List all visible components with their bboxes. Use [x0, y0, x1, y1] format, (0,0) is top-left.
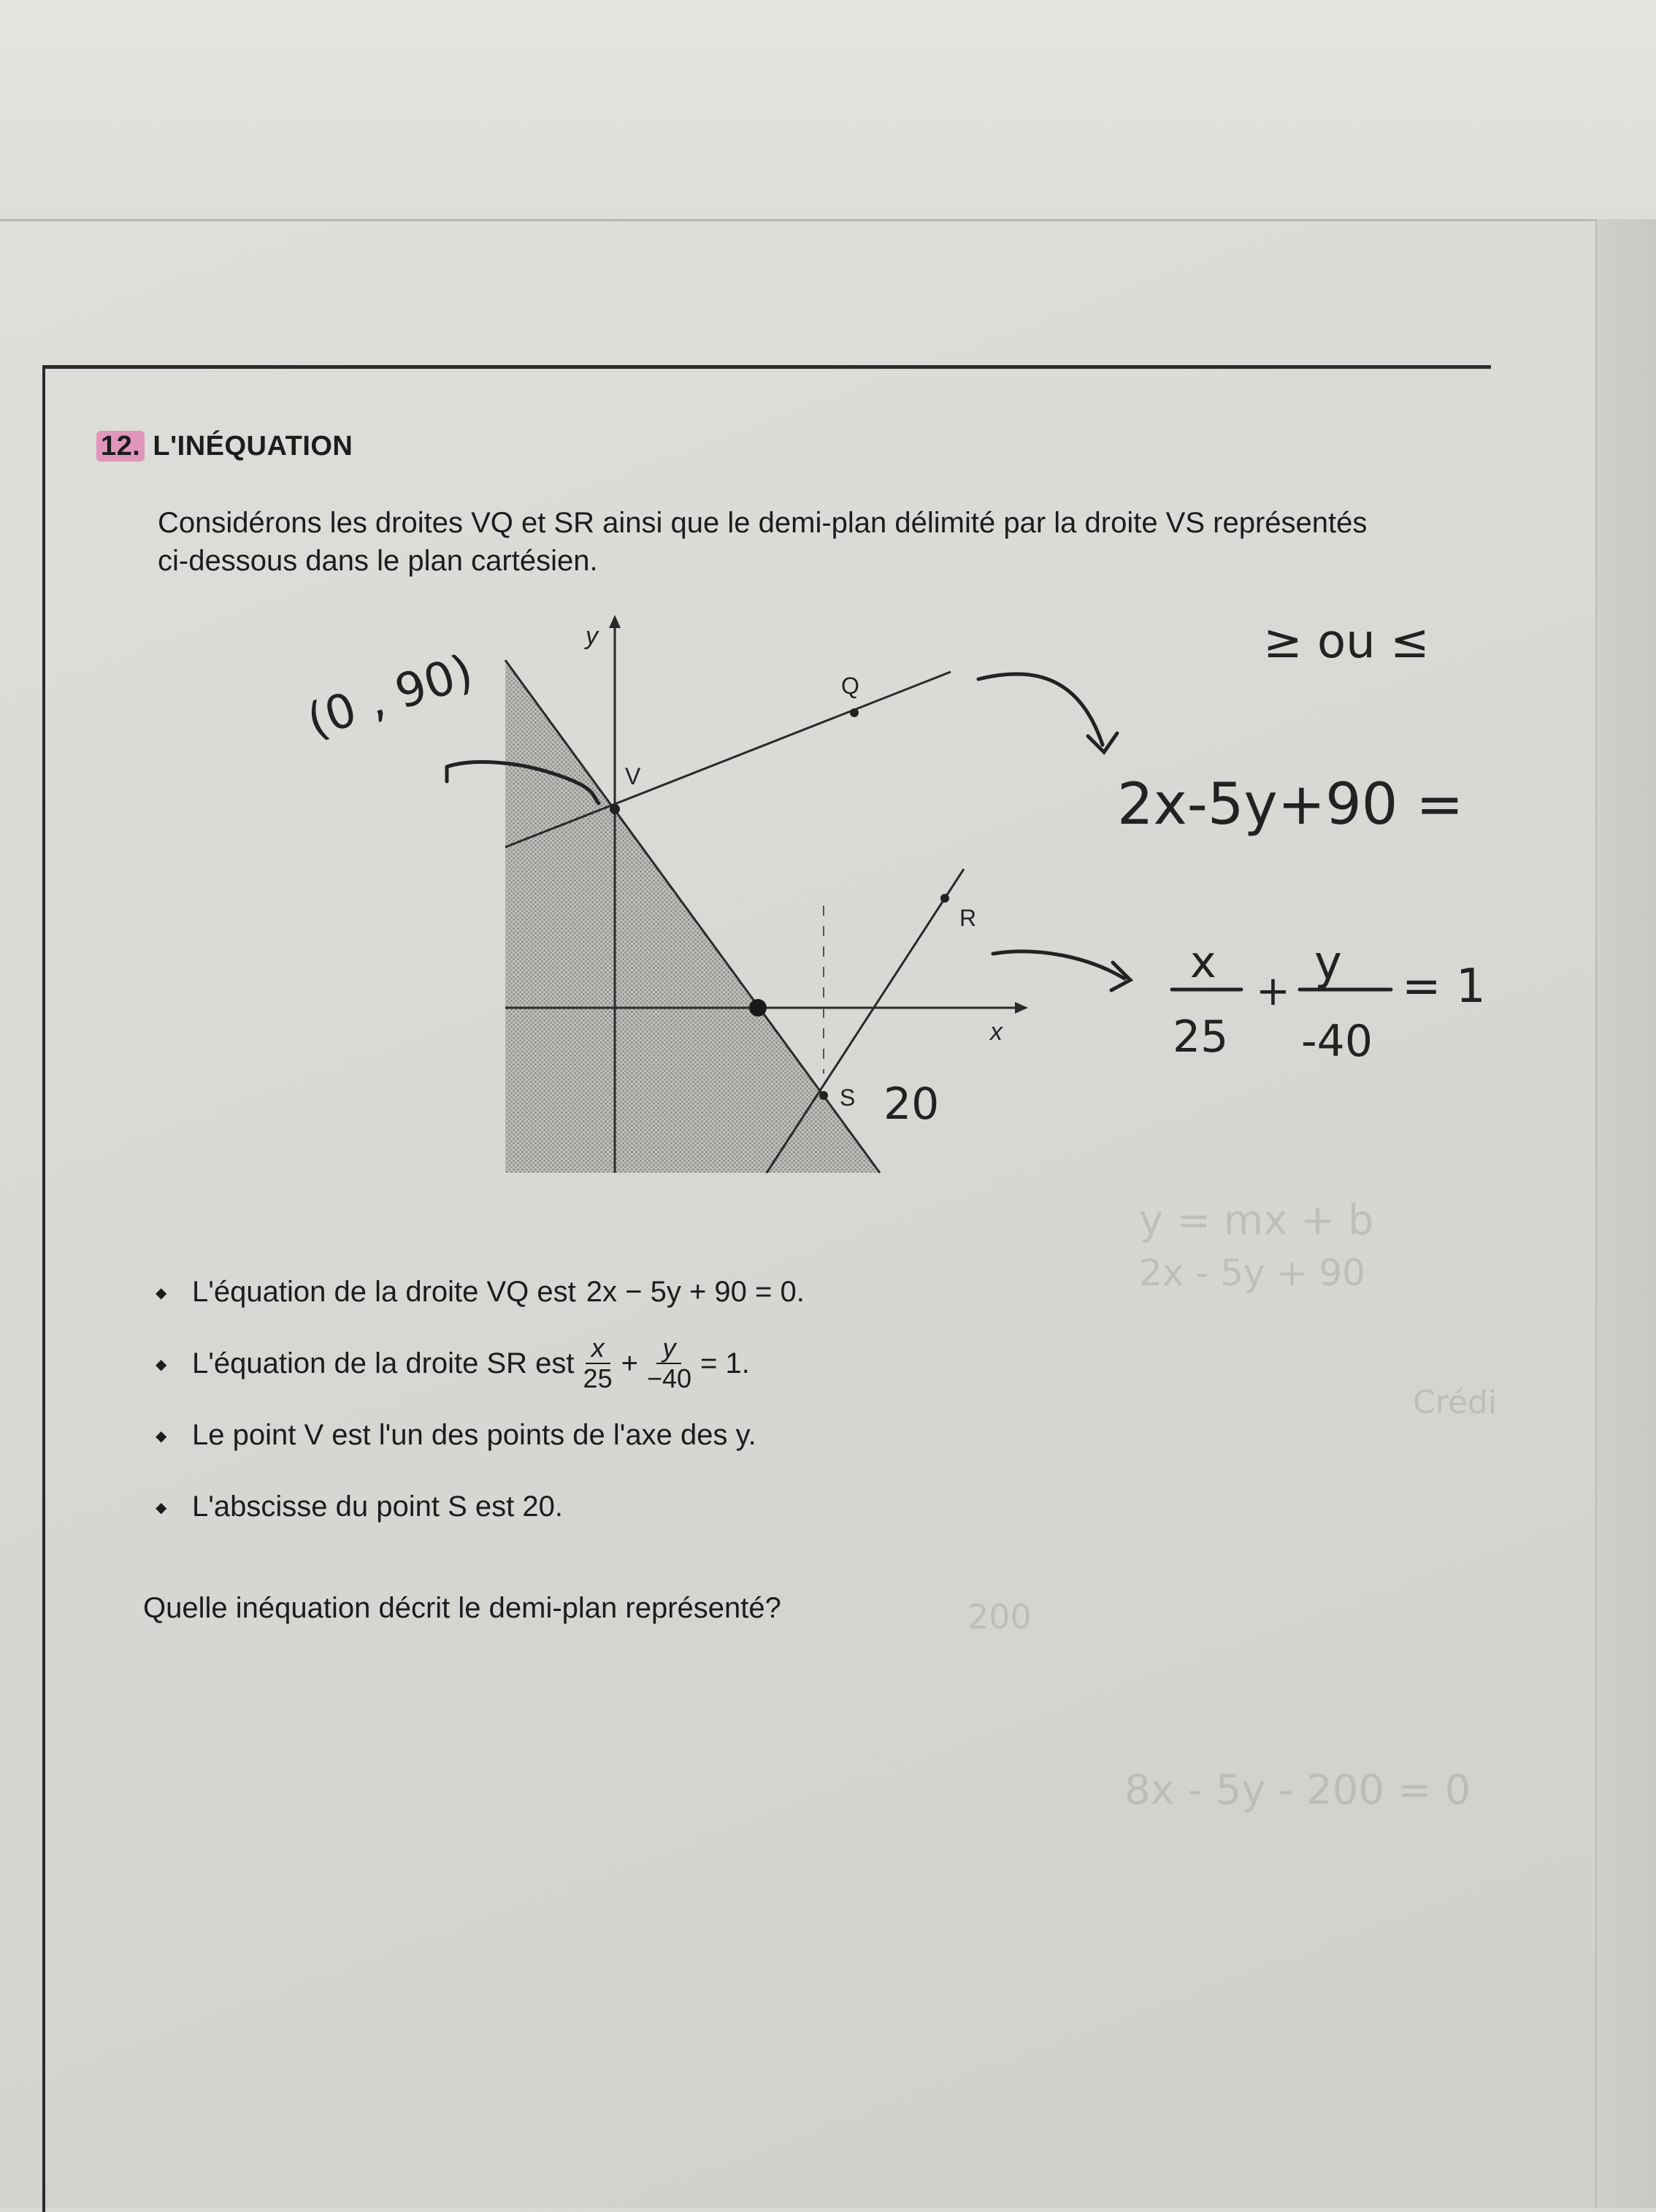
point-s-marker: [819, 1091, 828, 1100]
background-page-top: [0, 0, 1656, 223]
y-axis-arrow-icon: [609, 615, 621, 628]
hw-faint-5: 8x - 5y - 200 = 0: [1124, 1767, 1471, 1814]
point-s-label: S: [840, 1084, 856, 1111]
statement-vq: [150, 1256, 1026, 1328]
hw-sr-den1: 25: [1173, 1011, 1229, 1063]
line-sr: [767, 869, 964, 1173]
intercept-marker: [749, 999, 767, 1017]
statement-sr-text: ◆ L'équation de la droite SR est: [192, 1347, 575, 1379]
equation-end: = 1.: [700, 1347, 750, 1379]
hw-faint-4: 200: [967, 1597, 1032, 1637]
point-q-marker: [850, 708, 859, 717]
hw-sr-eq: = 1: [1402, 960, 1486, 1014]
hw-faint-2: 2x - 5y + 90: [1139, 1252, 1365, 1294]
fraction-numerator: x: [586, 1333, 610, 1364]
fraction-denominator: −40: [646, 1363, 692, 1393]
point-q-label: Q: [841, 673, 859, 699]
hw-faint-3: Crédi: [1413, 1384, 1498, 1421]
statement-s-text: ◆ L'abscisse du point S est 20.: [192, 1490, 563, 1523]
fraction-numerator: y: [656, 1333, 681, 1364]
fraction-y-over-minus-40: [643, 1333, 696, 1393]
x-axis-label: x: [990, 1018, 1003, 1046]
hw-s-value: 20: [883, 1079, 940, 1130]
statement-v-text: ◆ Le point V est l'un des points de l'axe des y.: [192, 1418, 756, 1451]
question-text: Quelle inéquation décrit le demi-plan représenté?: [143, 1592, 781, 1624]
point-r-marker: [940, 894, 949, 903]
hw-v-coordinates: (0 , 90): [301, 644, 480, 749]
hw-sr-num1: x: [1190, 937, 1216, 988]
y-axis-label: y: [586, 622, 598, 650]
hw-symbols: ≥ ou ≤: [1263, 615, 1430, 669]
hw-sr-num2: y: [1314, 936, 1342, 990]
hw-sr-den2: -40: [1301, 1016, 1373, 1067]
plus-sign: +: [621, 1347, 638, 1379]
page-margin-strip: [1595, 219, 1656, 2208]
fraction-denominator: 25: [583, 1363, 613, 1393]
hw-sr-plus: +: [1256, 968, 1290, 1015]
x-axis-arrow-icon: [1015, 1002, 1028, 1014]
statement-s: [150, 1471, 1026, 1542]
given-statements: [150, 1256, 1026, 1542]
statement-vq-equation: 2x − 5y + 90 = 0.: [586, 1275, 805, 1308]
statement-v: [150, 1399, 1026, 1471]
problem-heading: [96, 431, 353, 462]
statement-vq-text: ◆ L'équation de la droite VQ est: [192, 1275, 576, 1308]
problem-title: L'INÉQUATION: [153, 431, 353, 462]
problem-intro: Considérons les droites VQ et SR ainsi que le demi-plan délimité par la droite VS représentés ci-dessous dans le plan cartésien.: [158, 507, 1368, 577]
statement-sr: [150, 1328, 1026, 1399]
hw-vq-equation: 2x-5y+90 =: [1117, 772, 1464, 838]
problem-number: 12.: [96, 431, 145, 462]
point-v-label: V: [625, 763, 641, 789]
point-r-label: R: [959, 905, 977, 931]
point-v-marker: [610, 804, 620, 814]
cartesian-graph: [438, 599, 1051, 1198]
fraction-x-over-25: [579, 1333, 617, 1393]
hw-faint-1: y = mx + b: [1139, 1197, 1374, 1244]
